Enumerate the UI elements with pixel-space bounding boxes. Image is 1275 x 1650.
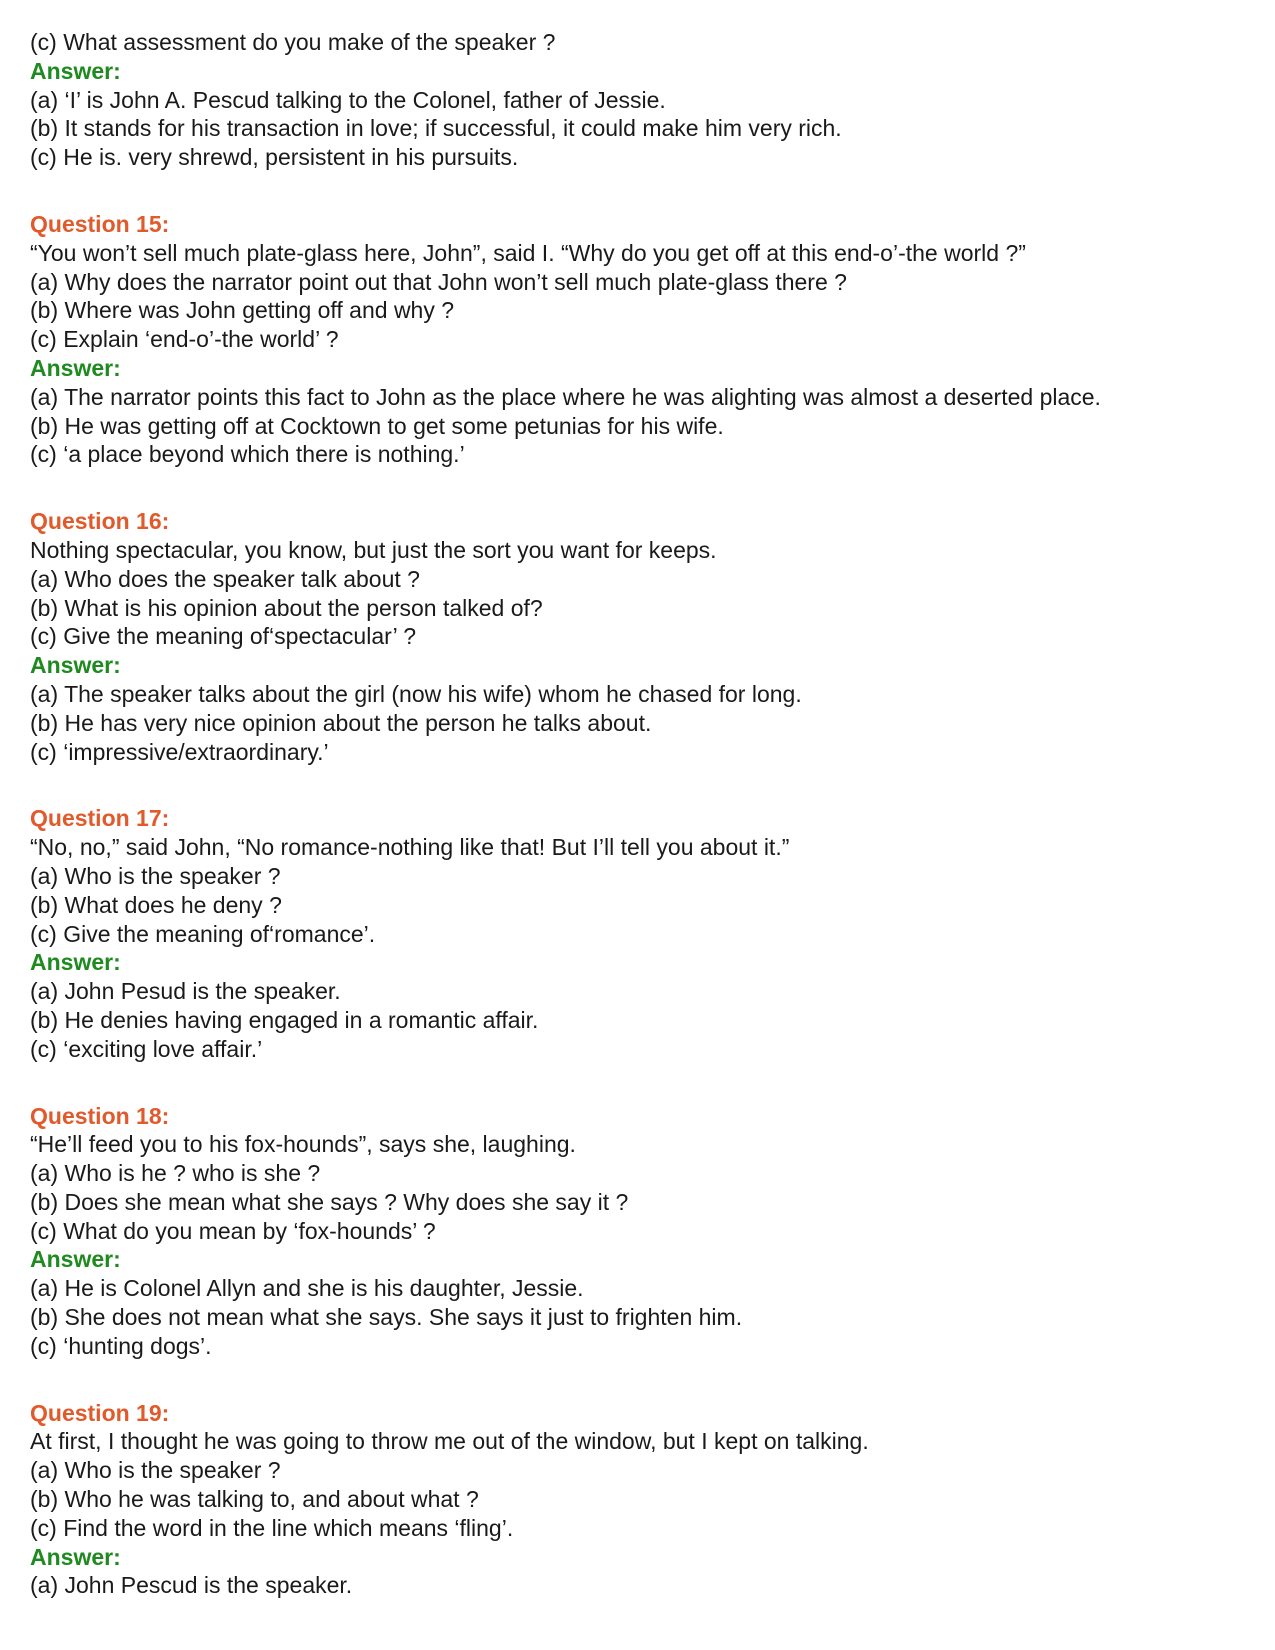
answer-line: (b) He has very nice opinion about the person he talks about. <box>30 709 652 736</box>
question-line: (b) What is his opinion about the person talked of? <box>30 594 543 621</box>
question-heading: Question 17: <box>30 805 170 832</box>
answer-line: (c) He is. very shrewd, persistent in his pursuits. <box>30 144 519 171</box>
question-block-16 <box>30 507 1260 766</box>
question-line: (c) What do you mean by ‘fox-hounds’ ? <box>30 1217 436 1244</box>
question-line: (c) What assessment do you make of the speaker ? <box>30 29 556 55</box>
question-heading: Question 19: <box>30 1399 170 1426</box>
question-line: (a) Why does the narrator point out that John won’t sell much plate-glass there ? <box>30 268 847 295</box>
question-line: (c) Explain ‘end-o’-the world’ ? <box>30 326 339 353</box>
question-heading: Question 18: <box>30 1102 170 1129</box>
question-line: Nothing spectacular, you know, but just the sort you want for keeps. <box>30 536 717 563</box>
answer-line: (c) ‘a place beyond which there is nothing.’ <box>30 441 465 468</box>
intro-block <box>30 28 1260 172</box>
answer-heading: Answer: <box>30 1543 121 1570</box>
answer-heading: Answer: <box>30 354 121 381</box>
question-line: (b) Does she mean what she says ? Why does she say it ? <box>30 1188 629 1215</box>
answer-line: (c) ‘impressive/extraordinary.’ <box>30 738 329 765</box>
answer-line: (b) She does not mean what she says. She says it just to frighten him. <box>30 1304 743 1331</box>
question-block-19 <box>30 1399 1260 1601</box>
answer-line: (a) He is Colonel Allyn and she is his daughter, Jessie. <box>30 1275 584 1302</box>
answer-line: (a) The narrator points this fact to John as the place where he was alighting was almost a deserted place. <box>30 383 1101 410</box>
answer-line: (a) ‘I’ is John A. Pescud talking to the Colonel, father of Jessie. <box>30 86 666 113</box>
answer-line: (c) ‘hunting dogs’. <box>30 1332 212 1359</box>
question-block-17 <box>30 804 1260 1063</box>
question-block-18 <box>30 1102 1260 1361</box>
question-line: (c) Find the word in the line which means ‘fling’. <box>30 1514 514 1541</box>
answer-heading: Answer: <box>30 949 121 976</box>
answer-line: (b) It stands for his transaction in love; if successful, it could make him very rich. <box>30 115 842 142</box>
answer-line: (b) He denies having engaged in a romantic affair. <box>30 1006 539 1033</box>
answer-heading: Answer: <box>30 652 121 679</box>
answer-line: (a) John Pesud is the speaker. <box>30 978 341 1005</box>
document-page <box>30 28 1260 1600</box>
question-heading: Question 16: <box>30 508 170 535</box>
question-line: At first, I thought he was going to throw me out of the window, but I kept on talking. <box>30 1428 869 1455</box>
question-line: (c) Give the meaning of‘romance’. <box>30 920 376 947</box>
question-line: “You won’t sell much plate-glass here, John”, said I. “Why do you get off at this end-o’-the world ?” <box>30 239 1026 266</box>
answer-line: (a) The speaker talks about the girl (now his wife) whom he chased for long. <box>30 680 802 707</box>
answer-line: (a) John Pescud is the speaker. <box>30 1572 353 1599</box>
answer-heading: Answer: <box>30 57 121 84</box>
question-line: (a) Who is the speaker ? <box>30 1457 281 1484</box>
question-line: “He’ll feed you to his fox-hounds”, says she, laughing. <box>30 1131 576 1158</box>
answer-line: (b) He was getting off at Cocktown to get some petunias for his wife. <box>30 412 724 439</box>
question-line: (a) Who does the speaker talk about ? <box>30 565 420 592</box>
question-line: (a) Who is he ? who is she ? <box>30 1160 321 1187</box>
question-block-15 <box>30 210 1260 469</box>
question-line: (b) Where was John getting off and why ? <box>30 297 455 324</box>
question-line: (b) What does he deny ? <box>30 891 282 918</box>
answer-heading: Answer: <box>30 1246 121 1273</box>
question-line: “No, no,” said John, “No romance-nothing like that! But I’ll tell you about it.” <box>30 834 790 861</box>
question-line: (b) Who he was talking to, and about what ? <box>30 1486 479 1513</box>
answer-line: (c) ‘exciting love affair.’ <box>30 1035 263 1062</box>
question-line: (a) Who is the speaker ? <box>30 862 281 889</box>
question-heading: Question 15: <box>30 210 170 237</box>
question-line: (c) Give the meaning of‘spectacular’ ? <box>30 623 417 650</box>
